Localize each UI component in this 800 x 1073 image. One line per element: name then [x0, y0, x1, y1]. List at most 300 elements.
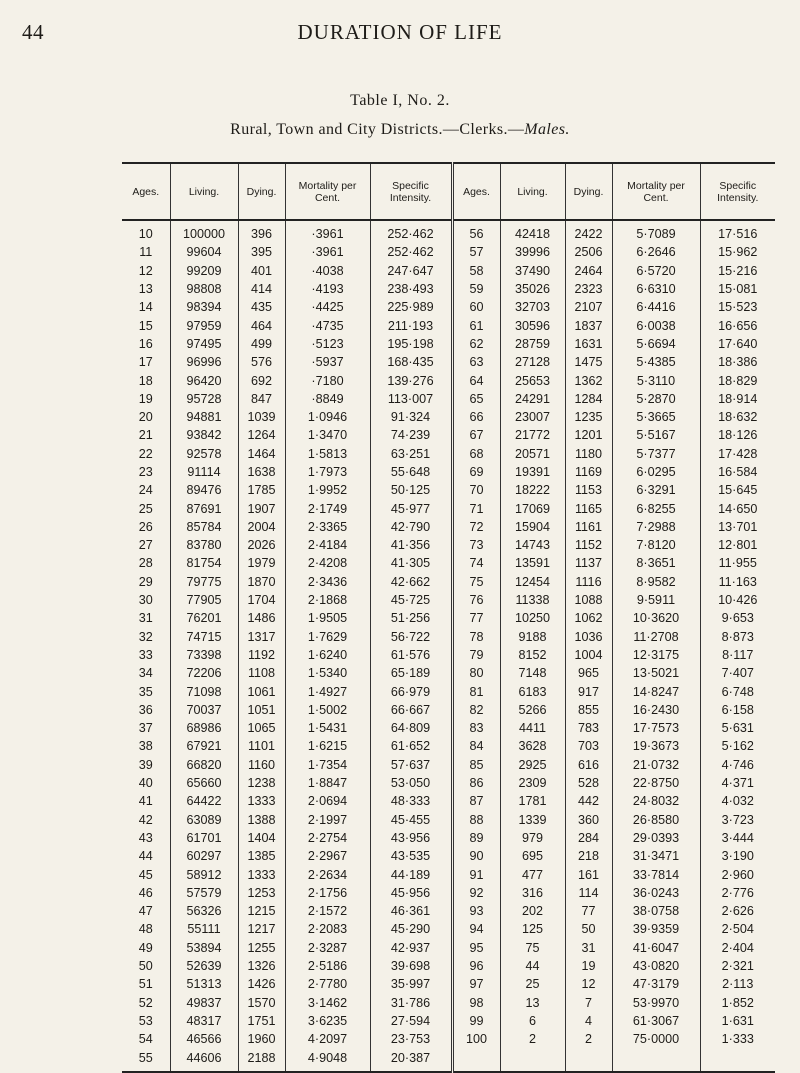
cell-living: 98808: [170, 280, 238, 298]
cell-dying: 783: [565, 719, 612, 737]
table-row: [122, 628, 775, 646]
cell-intensity: 48·333: [370, 792, 452, 810]
cell-mortality: 6·0295: [612, 463, 700, 481]
col-header-specific-intensity-2: Specific Intensity.: [700, 163, 775, 220]
cell-intensity: 7·407: [700, 664, 775, 682]
cell-age: 78: [452, 628, 500, 646]
cell-age: 49: [138, 940, 153, 955]
cell-age: 58: [452, 262, 500, 280]
cell-intensity: 4·371: [700, 774, 775, 792]
cell-dying: 2464: [565, 262, 612, 280]
cell-age: 50: [138, 959, 153, 974]
cell-mortality: 39·9359: [612, 920, 700, 938]
cell-age: 77: [452, 609, 500, 627]
cell-dying: 1169: [565, 463, 612, 481]
cell-dying: 360: [565, 811, 612, 829]
cell-mortality: 26·8580: [612, 811, 700, 829]
cell-intensity: 45·956: [370, 884, 452, 902]
cell-living: 44: [500, 957, 565, 975]
cell-dying: 12: [565, 975, 612, 993]
cell-living: 20571: [500, 445, 565, 463]
cell-intensity: 46·361: [370, 902, 452, 920]
cell-dying: 19: [565, 957, 612, 975]
cell-living: 61701: [170, 829, 238, 847]
cell-mortality: 22·8750: [612, 774, 700, 792]
cell-mortality: 5·5167: [612, 426, 700, 444]
cell-dying: 2: [565, 1030, 612, 1048]
cell-dying: 1317: [238, 628, 285, 646]
cell-intensity: 66·667: [370, 701, 452, 719]
table-row: [122, 573, 775, 591]
cell-age: 46: [138, 885, 153, 900]
cell-mortality: 1·5813: [285, 445, 370, 463]
cell-living: 81754: [170, 554, 238, 572]
cell-mortality: 9·5911: [612, 591, 700, 609]
cell-living: 66820: [170, 756, 238, 774]
cell-intensity: 41·356: [370, 536, 452, 554]
cell-intensity: 15·645: [700, 481, 775, 499]
col-header-dying: Dying.: [238, 163, 285, 220]
cell-age: 82: [452, 701, 500, 719]
cell-living: 42418: [500, 220, 565, 243]
cell-mortality: 2·4184: [285, 536, 370, 554]
cell-living: 83780: [170, 536, 238, 554]
cell-living: 98394: [170, 298, 238, 316]
cell-age: 15: [138, 318, 153, 333]
cell-age: 34: [138, 666, 153, 681]
cell-dying: 7: [565, 993, 612, 1011]
cell-living: 695: [500, 847, 565, 865]
cell-intensity: 27·594: [370, 1012, 452, 1030]
cell-age: 20: [138, 410, 153, 425]
cell-living: 96420: [170, 371, 238, 389]
cell-intensity: 247·647: [370, 262, 452, 280]
cell-dying: 1201: [565, 426, 612, 444]
cell-intensity: 2·113: [700, 975, 775, 993]
table-row: [122, 554, 775, 572]
col-header-dying-2: Dying.: [565, 163, 612, 220]
cell-dying: 1333: [238, 792, 285, 810]
cell-living: 5266: [500, 701, 565, 719]
cell-intensity: 39·698: [370, 957, 452, 975]
cell-age: 21: [138, 428, 153, 443]
cell-dying: 1333: [238, 865, 285, 883]
cell-mortality: 11·2708: [612, 628, 700, 646]
header-row: [122, 163, 775, 220]
cell-age: 64: [452, 371, 500, 389]
col-header-mortality-2: Mortality per Cent.: [612, 163, 700, 220]
cell-intensity: 225·989: [370, 298, 452, 316]
table-row: [122, 408, 775, 426]
table-row: [122, 682, 775, 700]
cell-age: 94: [452, 920, 500, 938]
cell-intensity: 11·163: [700, 573, 775, 591]
table-row: [122, 262, 775, 280]
cell-mortality: 2·2083: [285, 920, 370, 938]
cell-living: 93842: [170, 426, 238, 444]
cell-age: 61: [452, 316, 500, 334]
cell-age: 100: [452, 1030, 500, 1048]
table-row: [122, 445, 775, 463]
cell-mortality: ·7180: [285, 371, 370, 389]
cell-dying: 1215: [238, 902, 285, 920]
cell-age: 99: [452, 1012, 500, 1030]
cell-dying: 1116: [565, 573, 612, 591]
cell-living: 71098: [170, 682, 238, 700]
cell-dying: 1264: [238, 426, 285, 444]
cell-mortality: 1·7629: [285, 628, 370, 646]
cell-mortality: 1·3470: [285, 426, 370, 444]
cell-intensity: 17·428: [700, 445, 775, 463]
col-header-living-2: Living.: [500, 163, 565, 220]
cell-dying: 499: [238, 335, 285, 353]
table-row: [122, 811, 775, 829]
cell-dying: 1486: [238, 609, 285, 627]
cell-mortality: 5·2870: [612, 390, 700, 408]
cell-living: 979: [500, 829, 565, 847]
cell-living: 27128: [500, 353, 565, 371]
cell-intensity: 45·290: [370, 920, 452, 938]
cell-dying: 616: [565, 756, 612, 774]
cell-dying: 114: [565, 884, 612, 902]
table-row: [122, 316, 775, 334]
cell-living: 65660: [170, 774, 238, 792]
cell-living: 23007: [500, 408, 565, 426]
cell-dying: 917: [565, 682, 612, 700]
cell-age: 59: [452, 280, 500, 298]
cell-intensity: 42·790: [370, 518, 452, 536]
cell-dying: 2188: [238, 1048, 285, 1071]
cell-living: [500, 1048, 565, 1071]
cell-age: 92: [452, 884, 500, 902]
cell-living: 25653: [500, 371, 565, 389]
table-row: [122, 426, 775, 444]
cell-intensity: 63·251: [370, 445, 452, 463]
cell-intensity: 1·631: [700, 1012, 775, 1030]
cell-dying: 464: [238, 316, 285, 334]
cell-living: 14743: [500, 536, 565, 554]
cell-mortality: 47·3179: [612, 975, 700, 993]
cell-age: 73: [452, 536, 500, 554]
cell-intensity: 3·723: [700, 811, 775, 829]
cell-dying: 1785: [238, 481, 285, 499]
cell-age: 35: [138, 684, 153, 699]
cell-dying: 1137: [565, 554, 612, 572]
table-row: [122, 792, 775, 810]
cell-living: 72206: [170, 664, 238, 682]
cell-age: 87: [452, 792, 500, 810]
cell-living: 49837: [170, 993, 238, 1011]
cell-age: 81: [452, 682, 500, 700]
cell-age: 47: [138, 904, 153, 919]
cell-living: 316: [500, 884, 565, 902]
cell-living: 74715: [170, 628, 238, 646]
cell-living: 6: [500, 1012, 565, 1030]
cell-dying: 1088: [565, 591, 612, 609]
cell-mortality: ·3961: [285, 220, 370, 243]
cell-living: 44606: [170, 1048, 238, 1071]
cell-living: 32703: [500, 298, 565, 316]
cell-dying: 50: [565, 920, 612, 938]
cell-age: 43: [138, 830, 153, 845]
cell-dying: 1870: [238, 573, 285, 591]
cell-intensity: 56·722: [370, 628, 452, 646]
cell-mortality: 31·3471: [612, 847, 700, 865]
cell-intensity: 17·516: [700, 220, 775, 243]
cell-mortality: 1·5340: [285, 664, 370, 682]
cell-mortality: 1·9505: [285, 609, 370, 627]
cell-intensity: 16·584: [700, 463, 775, 481]
cell-age: 10: [138, 227, 153, 242]
cell-age: 69: [452, 463, 500, 481]
cell-mortality: ·4038: [285, 262, 370, 280]
table-row: [122, 993, 775, 1011]
cell-intensity: 23·753: [370, 1030, 452, 1048]
cell-age: 32: [138, 629, 153, 644]
cell-age: 54: [138, 1032, 153, 1047]
cell-mortality: 1·6215: [285, 737, 370, 755]
cell-living: 99604: [170, 243, 238, 261]
cell-intensity: 65·189: [370, 664, 452, 682]
page-header: [20, 20, 780, 50]
cell-mortality: 43·0820: [612, 957, 700, 975]
cell-living: 1339: [500, 811, 565, 829]
cell-living: 202: [500, 902, 565, 920]
cell-mortality: 2·3287: [285, 939, 370, 957]
cell-intensity: 2·960: [700, 865, 775, 883]
cell-mortality: 16·2430: [612, 701, 700, 719]
cell-intensity: 2·504: [700, 920, 775, 938]
cell-dying: 414: [238, 280, 285, 298]
cell-intensity: 44·189: [370, 865, 452, 883]
cell-living: 25: [500, 975, 565, 993]
cell-intensity: 252·462: [370, 243, 452, 261]
cell-intensity: 2·321: [700, 957, 775, 975]
cell-age: 52: [138, 995, 153, 1010]
table-row: [122, 609, 775, 627]
cell-dying: 395: [238, 243, 285, 261]
cell-intensity: [700, 1048, 775, 1071]
cell-age: 67: [452, 426, 500, 444]
cell-mortality: 75·0000: [612, 1030, 700, 1048]
cell-dying: 161: [565, 865, 612, 883]
cell-mortality: 2·2634: [285, 865, 370, 883]
cell-intensity: 10·426: [700, 591, 775, 609]
cell-mortality: 1·8847: [285, 774, 370, 792]
cell-age: 74: [452, 554, 500, 572]
cell-intensity: 45·725: [370, 591, 452, 609]
cell-intensity: 18·914: [700, 390, 775, 408]
cell-age: 38: [138, 739, 153, 754]
table-row: [122, 499, 775, 517]
cell-intensity: 45·455: [370, 811, 452, 829]
cell-age: 68: [452, 445, 500, 463]
cell-intensity: 50·125: [370, 481, 452, 499]
cell-intensity: 6·158: [700, 701, 775, 719]
table-row: [122, 902, 775, 920]
cell-intensity: 55·648: [370, 463, 452, 481]
cell-dying: 1464: [238, 445, 285, 463]
cell-mortality: 41·6047: [612, 939, 700, 957]
cell-mortality: 17·7573: [612, 719, 700, 737]
cell-dying: 396: [238, 220, 285, 243]
cell-living: 35026: [500, 280, 565, 298]
table-row: [122, 774, 775, 792]
table-row: [122, 975, 775, 993]
cell-dying: 1039: [238, 408, 285, 426]
cell-age: 51: [138, 977, 153, 992]
cell-dying: 1253: [238, 884, 285, 902]
table-row: [122, 884, 775, 902]
cell-intensity: 31·786: [370, 993, 452, 1011]
cell-age: 86: [452, 774, 500, 792]
cell-age: 31: [138, 611, 153, 626]
cell-living: 55111: [170, 920, 238, 938]
table-row: [122, 1030, 775, 1048]
cell-age: 19: [138, 391, 153, 406]
table-row: [122, 536, 775, 554]
cell-intensity: 91·324: [370, 408, 452, 426]
cell-living: 56326: [170, 902, 238, 920]
cell-living: 97959: [170, 316, 238, 334]
cell-mortality: 5·6694: [612, 335, 700, 353]
cell-mortality: 6·0038: [612, 316, 700, 334]
table-row: [122, 353, 775, 371]
col-header-specific-intensity: Specific Intensity.: [370, 163, 452, 220]
cell-intensity: 3·190: [700, 847, 775, 865]
table-row: [122, 1048, 775, 1071]
cell-living: 94881: [170, 408, 238, 426]
cell-intensity: 18·632: [700, 408, 775, 426]
cell-age: 11: [139, 245, 153, 260]
cell-living: 12454: [500, 573, 565, 591]
table-row: [122, 829, 775, 847]
table-row: [122, 847, 775, 865]
table-row: [122, 280, 775, 298]
cell-living: 15904: [500, 518, 565, 536]
cell-dying: 1570: [238, 993, 285, 1011]
cell-living: 96996: [170, 353, 238, 371]
cell-intensity: 57·637: [370, 756, 452, 774]
cell-intensity: 4·032: [700, 792, 775, 810]
cell-living: 477: [500, 865, 565, 883]
cell-age: 91: [452, 865, 500, 883]
cell-dying: 1979: [238, 554, 285, 572]
cell-intensity: 15·216: [700, 262, 775, 280]
cell-living: 6183: [500, 682, 565, 700]
cell-age: 93: [452, 902, 500, 920]
cell-dying: 2323: [565, 280, 612, 298]
cell-dying: 1192: [238, 646, 285, 664]
cell-mortality: 2·4208: [285, 554, 370, 572]
cell-mortality: 6·5720: [612, 262, 700, 280]
cell-living: 13: [500, 993, 565, 1011]
cell-intensity: 195·198: [370, 335, 452, 353]
cell-mortality: 1·5002: [285, 701, 370, 719]
cell-mortality: 6·3291: [612, 481, 700, 499]
cell-dying: 1238: [238, 774, 285, 792]
cell-age: 33: [138, 647, 153, 662]
cell-living: 4411: [500, 719, 565, 737]
cell-mortality: 2·1997: [285, 811, 370, 829]
cell-age: 60: [452, 298, 500, 316]
cell-mortality: 2·3365: [285, 518, 370, 536]
cell-dying: 2506: [565, 243, 612, 261]
cell-living: 21772: [500, 426, 565, 444]
cell-dying: 442: [565, 792, 612, 810]
cell-dying: 1907: [238, 499, 285, 517]
cell-dying: 2107: [565, 298, 612, 316]
cell-mortality: 5·7377: [612, 445, 700, 463]
cell-dying: 1960: [238, 1030, 285, 1048]
cell-mortality: 2·1868: [285, 591, 370, 609]
cell-dying: 1404: [238, 829, 285, 847]
cell-dying: 77: [565, 902, 612, 920]
cell-intensity: 4·746: [700, 756, 775, 774]
subtitle-main: Rural, Town and City Districts.—Clerks.—: [230, 121, 525, 138]
cell-age: 98: [452, 993, 500, 1011]
cell-dying: 965: [565, 664, 612, 682]
cell-dying: 2004: [238, 518, 285, 536]
table-row: [122, 865, 775, 883]
cell-living: 1781: [500, 792, 565, 810]
cell-intensity: 15·523: [700, 298, 775, 316]
cell-living: 13591: [500, 554, 565, 572]
cell-age: 29: [138, 574, 153, 589]
cell-living: 51313: [170, 975, 238, 993]
cell-living: 2925: [500, 756, 565, 774]
cell-dying: 1065: [238, 719, 285, 737]
cell-intensity: 168·435: [370, 353, 452, 371]
cell-mortality: 1·0946: [285, 408, 370, 426]
cell-age: 83: [452, 719, 500, 737]
cell-mortality: 38·0758: [612, 902, 700, 920]
cell-living: 99209: [170, 262, 238, 280]
cell-age: 76: [452, 591, 500, 609]
cell-living: 28759: [500, 335, 565, 353]
cell-mortality: 10·3620: [612, 609, 700, 627]
cell-intensity: 11·955: [700, 554, 775, 572]
life-table-container: [122, 162, 775, 1064]
cell-mortality: 19·3673: [612, 737, 700, 755]
cell-dying: 1165: [565, 499, 612, 517]
table-row: [122, 957, 775, 975]
cell-intensity: 42·937: [370, 939, 452, 957]
cell-dying: 435: [238, 298, 285, 316]
cell-living: 10250: [500, 609, 565, 627]
table-row: [122, 646, 775, 664]
cell-age: [452, 1048, 500, 1071]
cell-intensity: 20·387: [370, 1048, 452, 1071]
cell-dying: 1751: [238, 1012, 285, 1030]
cell-age: 12: [138, 263, 153, 278]
cell-dying: 1475: [565, 353, 612, 371]
cell-living: 63089: [170, 811, 238, 829]
cell-intensity: 51·256: [370, 609, 452, 627]
cell-mortality: 3·1462: [285, 993, 370, 1011]
cell-living: 2: [500, 1030, 565, 1048]
cell-intensity: 139·276: [370, 371, 452, 389]
cell-age: 30: [138, 593, 153, 608]
cell-mortality: 4·2097: [285, 1030, 370, 1048]
cell-dying: 703: [565, 737, 612, 755]
cell-intensity: 3·444: [700, 829, 775, 847]
cell-mortality: 12·3175: [612, 646, 700, 664]
cell-mortality: 2·2754: [285, 829, 370, 847]
cell-living: 125: [500, 920, 565, 938]
cell-mortality: 4·9048: [285, 1048, 370, 1071]
cell-intensity: 18·829: [700, 371, 775, 389]
